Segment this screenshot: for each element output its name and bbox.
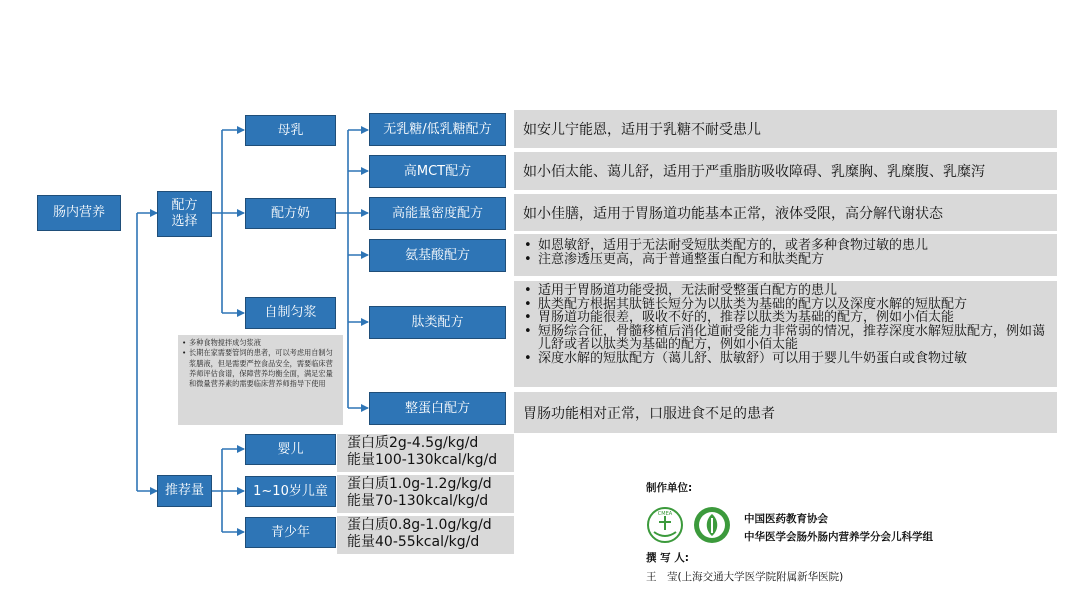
formula-label: 高能量密度配方: [391, 205, 483, 221]
rec-energy: 能量100-130kcal/kg/d: [347, 452, 498, 468]
formula-milk-node: [245, 198, 336, 229]
rec-label: 1~10岁儿童: [253, 483, 328, 499]
formula-bullet: • 如恩敏舒，适用于无法耐受短肽类配方的，或者多种食物过敏的患儿: [524, 239, 1051, 253]
formula-label: 高MCT配方: [403, 163, 472, 179]
formula-desc-text: 胃肠功能相对正常，口服进食不足的患者: [523, 405, 775, 422]
cmea-logo-text: CMEA: [657, 511, 673, 517]
cmea-logo-icon: [646, 506, 684, 544]
homemade-node: [245, 297, 336, 329]
formula-desc-lactose-free: [514, 110, 1057, 148]
formula-desc-high-energy: [514, 194, 1057, 231]
formula-label: 肽类配方: [411, 314, 464, 330]
rec-node-child: [245, 476, 336, 507]
breast-milk-node: [245, 115, 336, 146]
formula-desc-mct: [514, 152, 1057, 190]
breast-milk-label: 母乳: [277, 122, 304, 138]
formula-bullet: • 适用于胃肠道功能受损，无法耐受整蛋白配方的患儿: [524, 284, 1051, 298]
rec-node-adolescent: [245, 517, 336, 548]
rec-values-infant: [337, 434, 514, 472]
root-label: 肠内营养: [52, 205, 105, 220]
formula-desc-amino-acid: [514, 234, 1057, 276]
formula-label: 氨基酸配方: [404, 247, 470, 263]
recommended-label: 推荐量: [164, 483, 204, 498]
formula-desc-text: 如小佳膳，适用于胃肠道功能基本正常，液体受限，高分解代谢状态: [523, 205, 943, 222]
homemade-label: 自制匀浆: [264, 305, 317, 320]
formula-desc-text: 如安儿宁能恩，适用于乳糖不耐受患儿: [523, 122, 761, 138]
formula-desc-text: 如小佰太能、蔼儿舒，适用于严重脂肪吸收障碍、乳糜胸、乳糜腹、乳糜泻: [523, 164, 985, 180]
rec-values-adolescent: [337, 516, 514, 554]
formula-node-lactose-free: [369, 113, 506, 146]
formula-label: 无乳糖/低乳糖配方: [383, 121, 492, 137]
author: 王 莹(上海交通大学医学院附属新华医院): [646, 571, 844, 583]
root-node: [37, 195, 121, 231]
recommended-node: [157, 475, 212, 507]
formula-choice-label: 配方 选择: [171, 198, 198, 229]
formula-node-amino-acid: [369, 239, 506, 272]
formula-node-peptide: [369, 306, 506, 339]
formula-desc-whole-protein: [514, 392, 1057, 433]
formula-bullet: • 注意渗透压更高，高于普通整蛋白配方和肽类配方: [524, 253, 1051, 267]
homemade-note-item: • 长期在家需要管饲的患者，可以考虑用自制匀浆膳液，但是需要严控食品安全，需要临床营养师评估食谱，保障营养均衡全面，满足宏量和微量营养素的需要临床营养师指导下使用: [182, 348, 339, 389]
homemade-notes: [178, 335, 343, 425]
formula-node-high-energy: [369, 197, 506, 230]
rec-energy: 能量70-130kcal/kg/d: [347, 493, 489, 509]
formula-node-mct: [369, 155, 506, 188]
formula-bullet: • 深度水解的短肽配方（蔼儿舒、肽敏舒）可以用于婴儿牛奶蛋白或食物过敏: [524, 352, 1051, 366]
formula-bullet: • 短肠综合征，骨髓移植后消化道耐受能力非常弱的情况，推荐深度水解短肽配方，例如蔼儿舒或者以肽类为基础的配方，例如小佰太能: [524, 325, 1051, 352]
formula-choice-node: [157, 191, 212, 237]
rec-node-infant: [245, 434, 336, 465]
formula-milk-label: 配方奶: [270, 205, 310, 221]
rec-protein: 蛋白质1.0g-1.2g/kg/d: [347, 476, 492, 492]
rec-protein: 蛋白质0.8g-1.0g/kg/d: [347, 517, 492, 533]
formula-label: 整蛋白配方: [404, 400, 470, 416]
producer-label: 制作单位:: [646, 482, 693, 494]
rec-label: 婴儿: [277, 441, 304, 457]
rec-values-child: [337, 475, 514, 513]
homemade-note-item: • 多种食物搅拌成匀浆液: [182, 338, 339, 348]
formula-desc-peptide: [514, 281, 1057, 387]
formula-bullet: • 胃肠道功能很差，吸收不好的，推荐以肽类为基础的配方，例如小佰太能: [524, 311, 1051, 325]
formula-bullet: • 肽类配方根据其肽链长短分为以肽类为基础的配方以及深度水解的短肽配方: [524, 298, 1051, 312]
rec-energy: 能量40-55kcal/kg/d: [347, 534, 480, 550]
rec-protein: 蛋白质2g-4.5g/kg/d: [347, 435, 479, 451]
org-1: 中国医药教育协会: [744, 513, 828, 525]
org-2: 中华医学会肠外肠内营养学分会儿科学组: [744, 531, 933, 543]
author-label: 撰 写 人:: [646, 552, 690, 564]
formula-node-whole-protein: [369, 392, 506, 425]
cma-logo-icon: [692, 505, 732, 545]
rec-label: 青少年: [270, 524, 310, 540]
